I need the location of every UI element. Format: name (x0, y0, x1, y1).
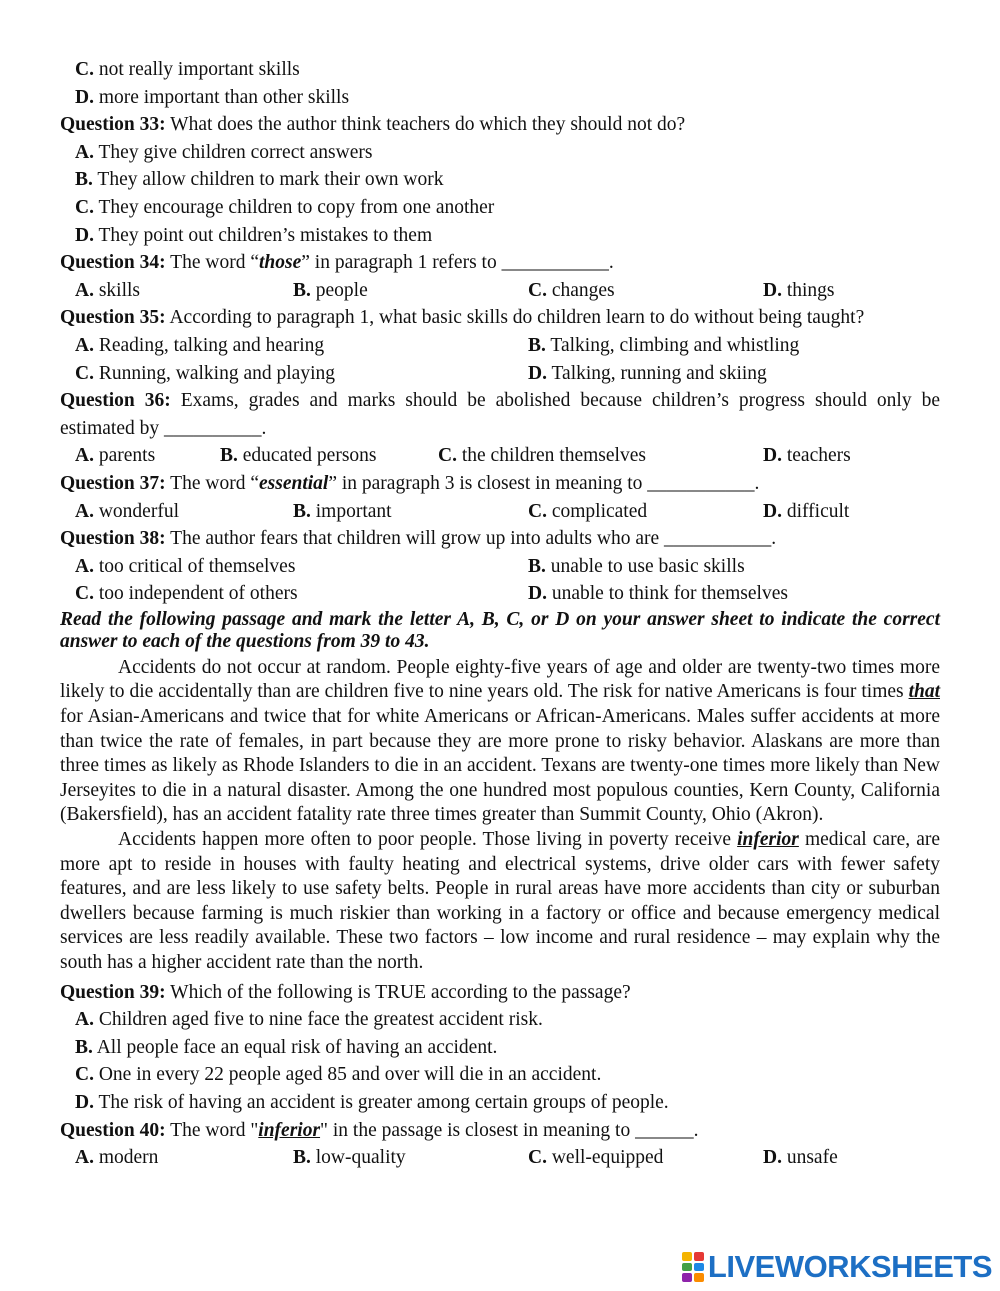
q39-option-d[interactable]: D. The risk of having an accident is greater among certain groups of people. (75, 1091, 669, 1113)
q32-option-c[interactable]: C. not really important skills (75, 59, 300, 80)
q37-keyword: essential (258, 472, 329, 494)
q36-options (60, 442, 940, 470)
passage-keyword-that: that (908, 681, 940, 703)
logo-square (694, 1252, 704, 1261)
q34-options (60, 277, 940, 305)
q38-options-row2 (60, 580, 940, 608)
q40-options (60, 1144, 940, 1172)
q35-option-d[interactable]: D. Talking, running and skiing (528, 362, 767, 384)
passage-paragraph-2: Accidents happen more often to poor people. Those living in poverty receive inferior medical care, are more apt to reside in houses with faulty heating and electrical systems, drive older cars with fewer safety features, and are less likely to use safety belts. People in rural areas have more accidents than city or suburban dwellers because farming is much riskier than working in a factory or office and because emergency medical services are less readily available. These two factors – low income and rural residence – may explain why the south has a higher accident rate than the north. (60, 829, 941, 973)
q33-option-c[interactable]: C. They encourage children to copy from one another (75, 196, 495, 218)
liveworksheets-logo-icon (682, 1252, 704, 1282)
q37-options (60, 498, 940, 526)
logo-square (694, 1273, 704, 1282)
q40-option-c[interactable]: C. well-equipped (528, 1147, 664, 1169)
q39-option-b[interactable]: B. All people face an equal risk of having an accident. (75, 1036, 498, 1058)
q37-option-c[interactable]: C. complicated (528, 500, 648, 522)
q37-option-a[interactable]: A. wonderful (75, 500, 179, 522)
q37-question: Question 37: The word “essential” in paragraph 3 is closest in meaning to ___________. (60, 472, 760, 494)
q36-option-b[interactable]: B. educated persons (220, 445, 377, 467)
q35-option-b[interactable]: B. Talking, climbing and whistling (528, 334, 800, 356)
logo-square (682, 1263, 692, 1272)
q34-option-a[interactable]: A. skills (75, 279, 141, 301)
q33-option-d[interactable]: D. They point out children’s mistakes to them (75, 224, 433, 246)
q35-option-c[interactable]: C. Running, walking and playing (75, 362, 335, 384)
q33-option-a[interactable]: A. They give children correct answers (75, 141, 373, 163)
passage-instruction: Read the following passage and mark the letter A, B, C, or D on your answer sheet to indicate the correct answer to each of the questions from 39 to 43. (60, 608, 940, 652)
q34-question: Question 34: The word “those” in paragraph 1 refers to ___________. (60, 252, 614, 274)
q38-option-d[interactable]: D. unable to think for themselves (528, 583, 788, 605)
q35-options-row2 (60, 360, 940, 388)
q36-option-d[interactable]: D. teachers (763, 445, 851, 467)
q39-option-c[interactable]: C. One in every 22 people aged 85 and over will die in an accident. (75, 1064, 602, 1086)
q38-options-row1 (60, 553, 940, 581)
q34-keyword: those (258, 252, 302, 274)
q35-question: Question 35: According to paragraph 1, what basic skills do children learn to do without being taught? (60, 307, 865, 329)
q35-option-a[interactable]: A. Reading, talking and hearing (75, 334, 325, 356)
q36-option-c[interactable]: C. the children themselves (438, 445, 646, 467)
q40-option-d[interactable]: D. unsafe (763, 1147, 838, 1169)
passage-keyword-inferior: inferior (737, 829, 799, 851)
q33-question: Question 33: What does the author think teachers do which they should not do? (60, 114, 686, 136)
q33-option-b[interactable]: B. They allow children to mark their own work (75, 169, 444, 191)
q40-keyword: inferior (258, 1119, 321, 1141)
q38-option-a[interactable]: A. too critical of themselves (75, 555, 296, 577)
q35-options-row1 (60, 332, 940, 360)
q38-option-c[interactable]: C. too independent of others (75, 583, 298, 605)
q36-option-a[interactable]: A. parents (75, 445, 156, 467)
logo-text-live: LIVE (707, 1249, 775, 1285)
logo-square (682, 1273, 692, 1282)
logo-square (682, 1252, 692, 1261)
q39-question: Question 39: Which of the following is TRUE according to the passage? (60, 981, 631, 1003)
q32-option-d[interactable]: D. more important than other skills (75, 86, 350, 108)
q40-question: Question 40: The word "inferior" in the passage is closest in meaning to ______. (60, 1119, 699, 1141)
reading-passage (60, 656, 940, 976)
logo-square (694, 1263, 704, 1272)
q37-option-d[interactable]: D. difficult (763, 500, 850, 522)
q38-option-b[interactable]: B. unable to use basic skills (528, 555, 745, 577)
liveworksheets-logo (682, 1249, 992, 1285)
q38-question: Question 38: The author fears that children will grow up into adults who are ___________. (60, 528, 777, 550)
q36-question: Question 36: Exams, grades and marks should be abolished because children’s progress should only be estimated by __________. (60, 390, 940, 439)
q40-option-a[interactable]: A. modern (75, 1147, 159, 1169)
q39-option-a[interactable]: A. Children aged five to nine face the greatest accident risk. (75, 1009, 543, 1031)
worksheet-page (60, 56, 940, 1172)
q34-option-b[interactable]: B. people (293, 279, 368, 301)
q34-option-d[interactable]: D. things (763, 279, 835, 301)
logo-text-worksheets: WORKSHEETS (774, 1249, 992, 1285)
passage-paragraph-1: Accidents do not occur at random. People eighty-five years of age and older are twenty-two times more likely to die accidentally than are children five to nine years old. The risk for native Americans is four times that for Asian-Americans and twice that for white Americans or African-Americans. Males suffer accidents at more than twice the rate of females, in part because they are more prone to risky behavior. Alaskans are more than three times as likely as Rhode Islanders to die in an accident. Texans are twenty-one times more likely than New Jerseyites to die in a natural disaster. Among the one hundred most populous counties, Kern County, California (Bakersfield), has an accident fatality rate three times greater than Summit County, Ohio (Akron). (60, 656, 940, 826)
q37-option-b[interactable]: B. important (293, 500, 392, 522)
q40-option-b[interactable]: B. low-quality (293, 1147, 406, 1169)
q34-option-c[interactable]: C. changes (528, 279, 615, 301)
